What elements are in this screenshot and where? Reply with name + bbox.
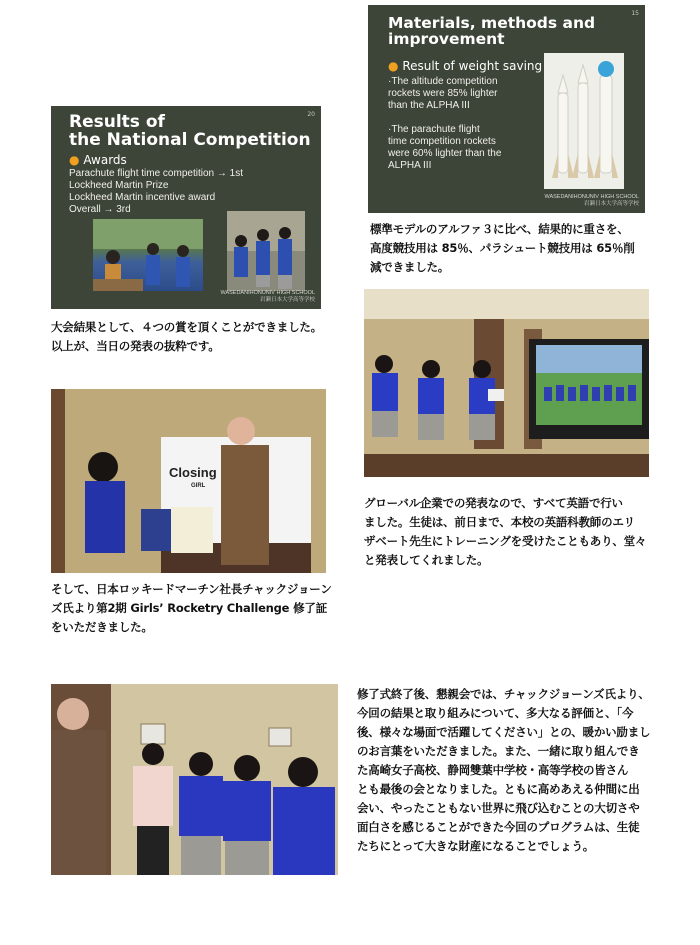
certificate-scene-icon	[51, 389, 326, 573]
slide-line: ·The altitude competition	[388, 76, 498, 87]
caption-line: をいただきました。	[51, 620, 153, 634]
slide-line: were 60% lighter than the	[388, 148, 502, 159]
slide-national-competition	[51, 106, 321, 309]
caption-certificate	[51, 580, 351, 637]
caption-line: のお言葉をいただきました。また、一緒に取り組んでき	[357, 744, 640, 758]
caption-line: 会い、やったこともない世界に飛び込むことの大切さや	[357, 801, 640, 815]
caption-line: 今回の結果と取り組みについて、多大なる評価と、「今	[357, 706, 634, 720]
caption-reception	[357, 685, 677, 856]
slide-footer-line: WASEDANIHONUNIV HIGH SCHOOL	[544, 194, 639, 200]
caption-line: ました。生徒は、前日まで、本校の英語科教師のエリ	[364, 515, 635, 529]
screen-subtext: GIRL	[191, 483, 206, 489]
slide-line: rockets were 85% lighter	[388, 88, 498, 99]
slide-photo-rockets	[544, 53, 624, 189]
photo-reception	[51, 684, 338, 875]
students-group-icon	[227, 211, 305, 291]
caption-line: そして、日本ロッキードマーチン社長チャックジョーン	[51, 582, 332, 596]
slide-title	[388, 15, 595, 48]
caption-line: とも最後の会となりました。ともに高めあえる仲間に出	[357, 782, 640, 796]
caption-line: ズ氏より第2期 Girls’ Rocketry Challenge 修了証	[51, 601, 327, 615]
caption-line: 大会結果として、４つの賞を頂くことができました。	[51, 320, 322, 334]
caption-results	[51, 318, 351, 356]
slide-line: Lockheed Martin Prize	[69, 180, 169, 191]
slide-materials-methods	[368, 5, 645, 213]
slide-title-line: Results of	[69, 112, 165, 132]
bullet-icon: ●	[69, 153, 80, 167]
caption-line: グローバル企業での発表なので、すべて英語で行い	[364, 496, 623, 510]
caption-weight-saving	[370, 220, 670, 277]
slide-line: than the ALPHA III	[388, 100, 470, 111]
slide-line: ·The parachute flight	[388, 124, 480, 135]
slide-title	[69, 114, 311, 150]
caption-line: ザベート先生にトレーニングを受けたこともあり、堂々	[364, 534, 647, 548]
slide-footer	[220, 290, 315, 304]
slide-line: Overall → 3rd	[69, 204, 131, 215]
caption-english-presentation	[364, 494, 664, 570]
rockets-icon	[544, 53, 624, 189]
slide-photo-workshop	[93, 219, 203, 291]
slide-heading	[388, 59, 542, 73]
slide-number: 20	[307, 111, 315, 118]
slide-footer-line: 岩瀬日本大学高等学校	[259, 297, 315, 303]
slide-footer-line: WASEDANIHONUNIV HIGH SCHOOL	[220, 290, 315, 296]
slide-line	[388, 112, 501, 124]
slide-number: 15	[631, 10, 639, 17]
caption-line: 高度競技用は 85％、パラシュート競技用は 65％削	[370, 241, 635, 255]
slide-line: Parachute flight time competition → 1st	[69, 168, 243, 179]
slide-line: time competition rockets	[388, 136, 496, 147]
screen-text	[169, 465, 217, 480]
slide-title-line: Materials, methods and	[388, 14, 596, 32]
slide-line: ALPHA III	[388, 160, 432, 171]
presentation-scene-icon	[364, 289, 649, 477]
caption-line: と発表してくれました。	[364, 553, 489, 567]
bullet-icon: ●	[388, 59, 399, 73]
caption-line: 修了式終了後、懇親会では、チャックジョーンズ氏より、	[357, 687, 650, 701]
caption-line: 標準モデルのアルファ３に比べ、結果的に重さを、	[370, 222, 629, 236]
photo-certificate	[51, 389, 326, 573]
screen-text-line: Closing	[169, 465, 217, 480]
slide-heading	[69, 153, 127, 167]
photo-presentation	[364, 289, 649, 477]
slide-heading-text: Awards	[83, 153, 127, 167]
slide-photo-students	[227, 211, 305, 291]
slide-footer	[544, 194, 639, 208]
caption-line: 面白さを感じることができた今回のプログラムは、生徒	[357, 820, 640, 834]
slide-footer-line: 岩瀬日本大学高等学校	[583, 201, 639, 207]
slide-title-line: improvement	[388, 30, 505, 49]
caption-line: 以上が、当日の発表の抜粋です。	[51, 339, 220, 353]
slide-heading-text: Result of weight saving	[402, 59, 543, 73]
caption-line: た高崎女子高校、静岡雙葉中学校・高等学校の皆さん	[357, 763, 629, 777]
slide-lines	[69, 168, 243, 216]
reception-scene-icon	[51, 684, 338, 875]
caption-line: 後、様々な場面で活躍してください」との、暖かい励まし	[357, 725, 651, 739]
slide-title-line: the National Competition	[69, 129, 311, 150]
slide-lines	[388, 76, 501, 172]
caption-line: 減できました。	[370, 260, 450, 274]
workshop-figures-icon	[93, 219, 203, 291]
slide-line: Lockheed Martin incentive award	[69, 192, 216, 203]
caption-line: たちにとって大きな財産になることでしょう。	[357, 839, 595, 853]
